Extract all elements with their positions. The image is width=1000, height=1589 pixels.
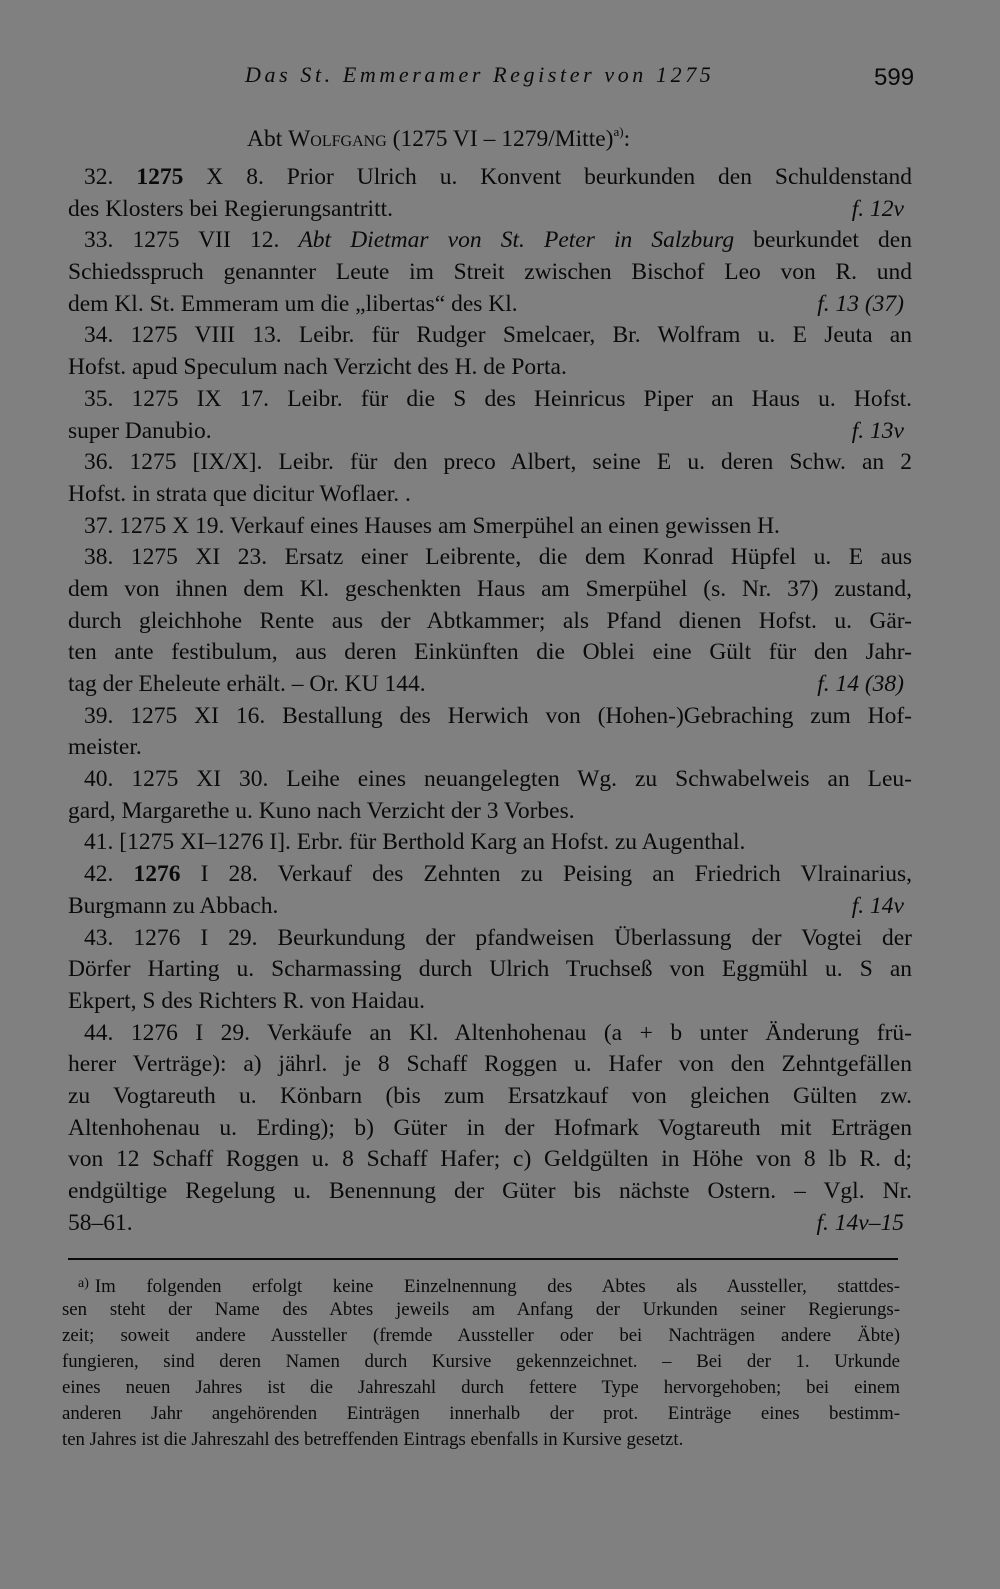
entry-text: I 28. Verkauf des Zehnten zu Peising an Friedrich Vlrainarius,	[180, 861, 912, 888]
entry-44-line-6: endgültige Regelung u. Benennung der Güter bis nächste Ostern. – Vgl. Nr.	[68, 1178, 912, 1204]
section-prefix: Abt	[247, 126, 289, 152]
register-entries	[68, 162, 912, 1239]
entry-33-line-3	[68, 289, 912, 321]
entry-text: Burgmann zu Abbach.	[68, 892, 279, 919]
footnote-reference: a)	[613, 124, 624, 139]
entry-34-line-1: 34. 1275 VIII 13. Leibr. für Rudger Smelcaer, Br. Wolfram u. E Jeuta an	[84, 322, 912, 349]
entry-44-line-2: herer Verträge): a) jährl. je 8 Schaff Roggen u. Hafer von den Zehntgefällen	[68, 1051, 912, 1078]
entry-33-line-1	[68, 225, 912, 257]
folio-reference: f. 13v	[851, 417, 904, 444]
entry-43-line-1: 43. 1276 I 29. Beurkundung der pfandweisen Überlassung der Vogtei der	[84, 924, 912, 951]
entry-text: 33. 1275 VII 12.	[84, 227, 299, 254]
entry-39-line-2: meister.	[68, 734, 142, 761]
entry-34-line-2: Hofst. apud Speculum nach Verzicht des H. de Porta.	[68, 354, 567, 381]
entry-38-line-5	[68, 669, 912, 701]
footnote-line-7: ten Jahres ist die Jahreszahl des betreffenden Eintrags ebenfalls in Kursive gesetzt.	[62, 1429, 684, 1450]
entry-44-line-3: zu Vogtareuth u. Könbarn (bis zum Ersatzkauf von gleichen Gülten zw.	[68, 1082, 912, 1109]
entry-38-line-1: 38. 1275 XI 23. Ersatz einer Leibrente, die dem Konrad Hüpfel u. E aus	[84, 544, 912, 571]
entry-year-bold: 1275	[136, 164, 184, 190]
page-number: 599	[874, 64, 915, 91]
entry-text: des Klosters bei Regierungsantritt.	[68, 195, 394, 222]
running-title: Das St. Emmeramer Register von 1275	[245, 62, 715, 87]
footnote-line-4: fungieren, sind deren Namen durch Kursive gekennzeichnet. – Bei der 1. Urkunde	[62, 1351, 900, 1372]
footnote-line-6: anderen Jahr angehörenden Einträgen innerhalb der prot. Einträge eines bestimm-	[62, 1403, 900, 1424]
entry-33-line-2: Schiedsspruch genannter Leute im Streit zwischen Bischof Leo von R. und	[68, 259, 912, 286]
entry-year-bold: 1276	[133, 861, 181, 888]
entry-number: 42.	[84, 861, 134, 888]
entry-41-line-1: 41. [1275 XI–1276 I]. Erbr. für Berthold Karg an Hofst. zu Augenthal.	[84, 829, 746, 856]
footnote-marker: a)	[78, 1276, 89, 1291]
entry-32-line-1	[68, 162, 912, 194]
entry-42-line-2	[68, 891, 912, 923]
entry-35-line-2	[68, 416, 912, 448]
folio-reference: f. 12v	[851, 195, 904, 222]
entry-text: tag der Eheleute erhält. – Or. KU 144.	[68, 671, 426, 697]
folio-reference: f. 14v–15	[816, 1209, 904, 1236]
entry-38-line-2: dem von ihnen dem Kl. geschenkten Haus am Smerpühel (s. Nr. 37) zustand,	[68, 575, 912, 602]
entry-text: X 8. Prior Ulrich u. Konvent beurkunden den Schuldenstand	[183, 164, 912, 190]
folio-reference: f. 13 (37)	[817, 290, 904, 317]
footnote-line-3: zeit; soweit andere Aussteller (fremde Aussteller oder bei Nachträgen andere Äbte)	[62, 1325, 900, 1346]
entry-text: dem Kl. St. Emmeram um die „libertas“ des Kl.	[68, 290, 518, 317]
footnote	[62, 1271, 900, 1453]
issuer-italic: Abt Dietmar von St. Peter in Salzburg	[298, 227, 735, 254]
section-dates: (1275 VI – 1279/Mitte)	[386, 126, 614, 152]
folio-reference: f. 14 (38)	[817, 671, 904, 697]
entry-44-line-5: von 12 Schaff Roggen u. 8 Schaff Hafer; c) Geldgülten in Höhe von 8 lb R. d;	[68, 1146, 912, 1173]
entry-44-line-7	[68, 1208, 912, 1240]
section-colon: :	[623, 126, 631, 152]
entry-35-line-1: 35. 1275 IX 17. Leibr. für die S des Heinricus Piper an Haus u. Hofst.	[84, 385, 912, 412]
section-heading	[247, 124, 630, 153]
entry-43-line-3: Ekpert, S des Richters R. von Haidau.	[68, 987, 426, 1014]
footnote-text: Im folgenden erfolgt keine Einzelnennung des Abtes als Aussteller, stattdes-	[94, 1276, 900, 1297]
entry-38-line-3: durch gleichhohe Rente aus der Abtkammer; als Pfand dienen Hofst. u. Gär-	[68, 607, 912, 634]
entry-36-line-1: 36. 1275 [IX/X]. Leibr. für den preco Albert, seine E u. deren Schw. an 2	[84, 449, 912, 476]
entry-text: beurkundet den	[734, 227, 912, 254]
entry-39-line-1: 39. 1275 XI 16. Bestallung des Herwich von (Hohen-)Gebraching zum Hof-	[84, 702, 912, 729]
entry-36-line-2: Hofst. in strata que dicitur Woflaer. .	[68, 480, 411, 507]
footnote-line-5: eines neuen Jahres ist die Jahreszahl durch fettere Type hervorgehoben; bei einem	[62, 1377, 900, 1398]
entry-32-line-2	[68, 194, 912, 226]
entry-44-line-1: 44. 1276 I 29. Verkäufe an Kl. Altenhohenau (a + b unter Änderung frü-	[84, 1019, 912, 1046]
footnote-line-2: sen steht der Name des Abtes jeweils am Anfang der Urkunden seiner Regierungs-	[62, 1299, 900, 1320]
entry-text: 58–61.	[68, 1209, 133, 1236]
entry-number: 32.	[84, 164, 137, 190]
entry-44-line-4: Altenhohenau u. Erding); b) Güter in der Hofmark Vogtareuth mit Erträgen	[68, 1114, 912, 1141]
entry-38-line-4: ten ante festibulum, aus deren Einkünften die Oblei eine Gült für den Jahr-	[68, 639, 912, 666]
entry-42-line-1	[68, 859, 912, 891]
folio-reference: f. 14v	[851, 892, 904, 919]
abbot-name: Wolfgang	[288, 126, 387, 152]
footnote-line-1	[62, 1271, 900, 1297]
entry-40-line-2: gard, Margarethe u. Kuno nach Verzicht der 3 Vorbes.	[68, 797, 575, 824]
entry-37-line-1: 37. 1275 X 19. Verkauf eines Hauses am Smerpühel an einen gewissen H.	[84, 512, 780, 539]
entry-40-line-1: 40. 1275 XI 30. Leihe eines neuangelegten Wg. zu Schwabelweis an Leu-	[84, 766, 912, 793]
footnote-divider	[68, 1258, 898, 1260]
entry-43-line-2: Dörfer Harting u. Scharmassing durch Ulrich Truchseß von Eggmühl u. S an	[68, 956, 912, 983]
entry-text: super Danubio.	[68, 417, 212, 444]
